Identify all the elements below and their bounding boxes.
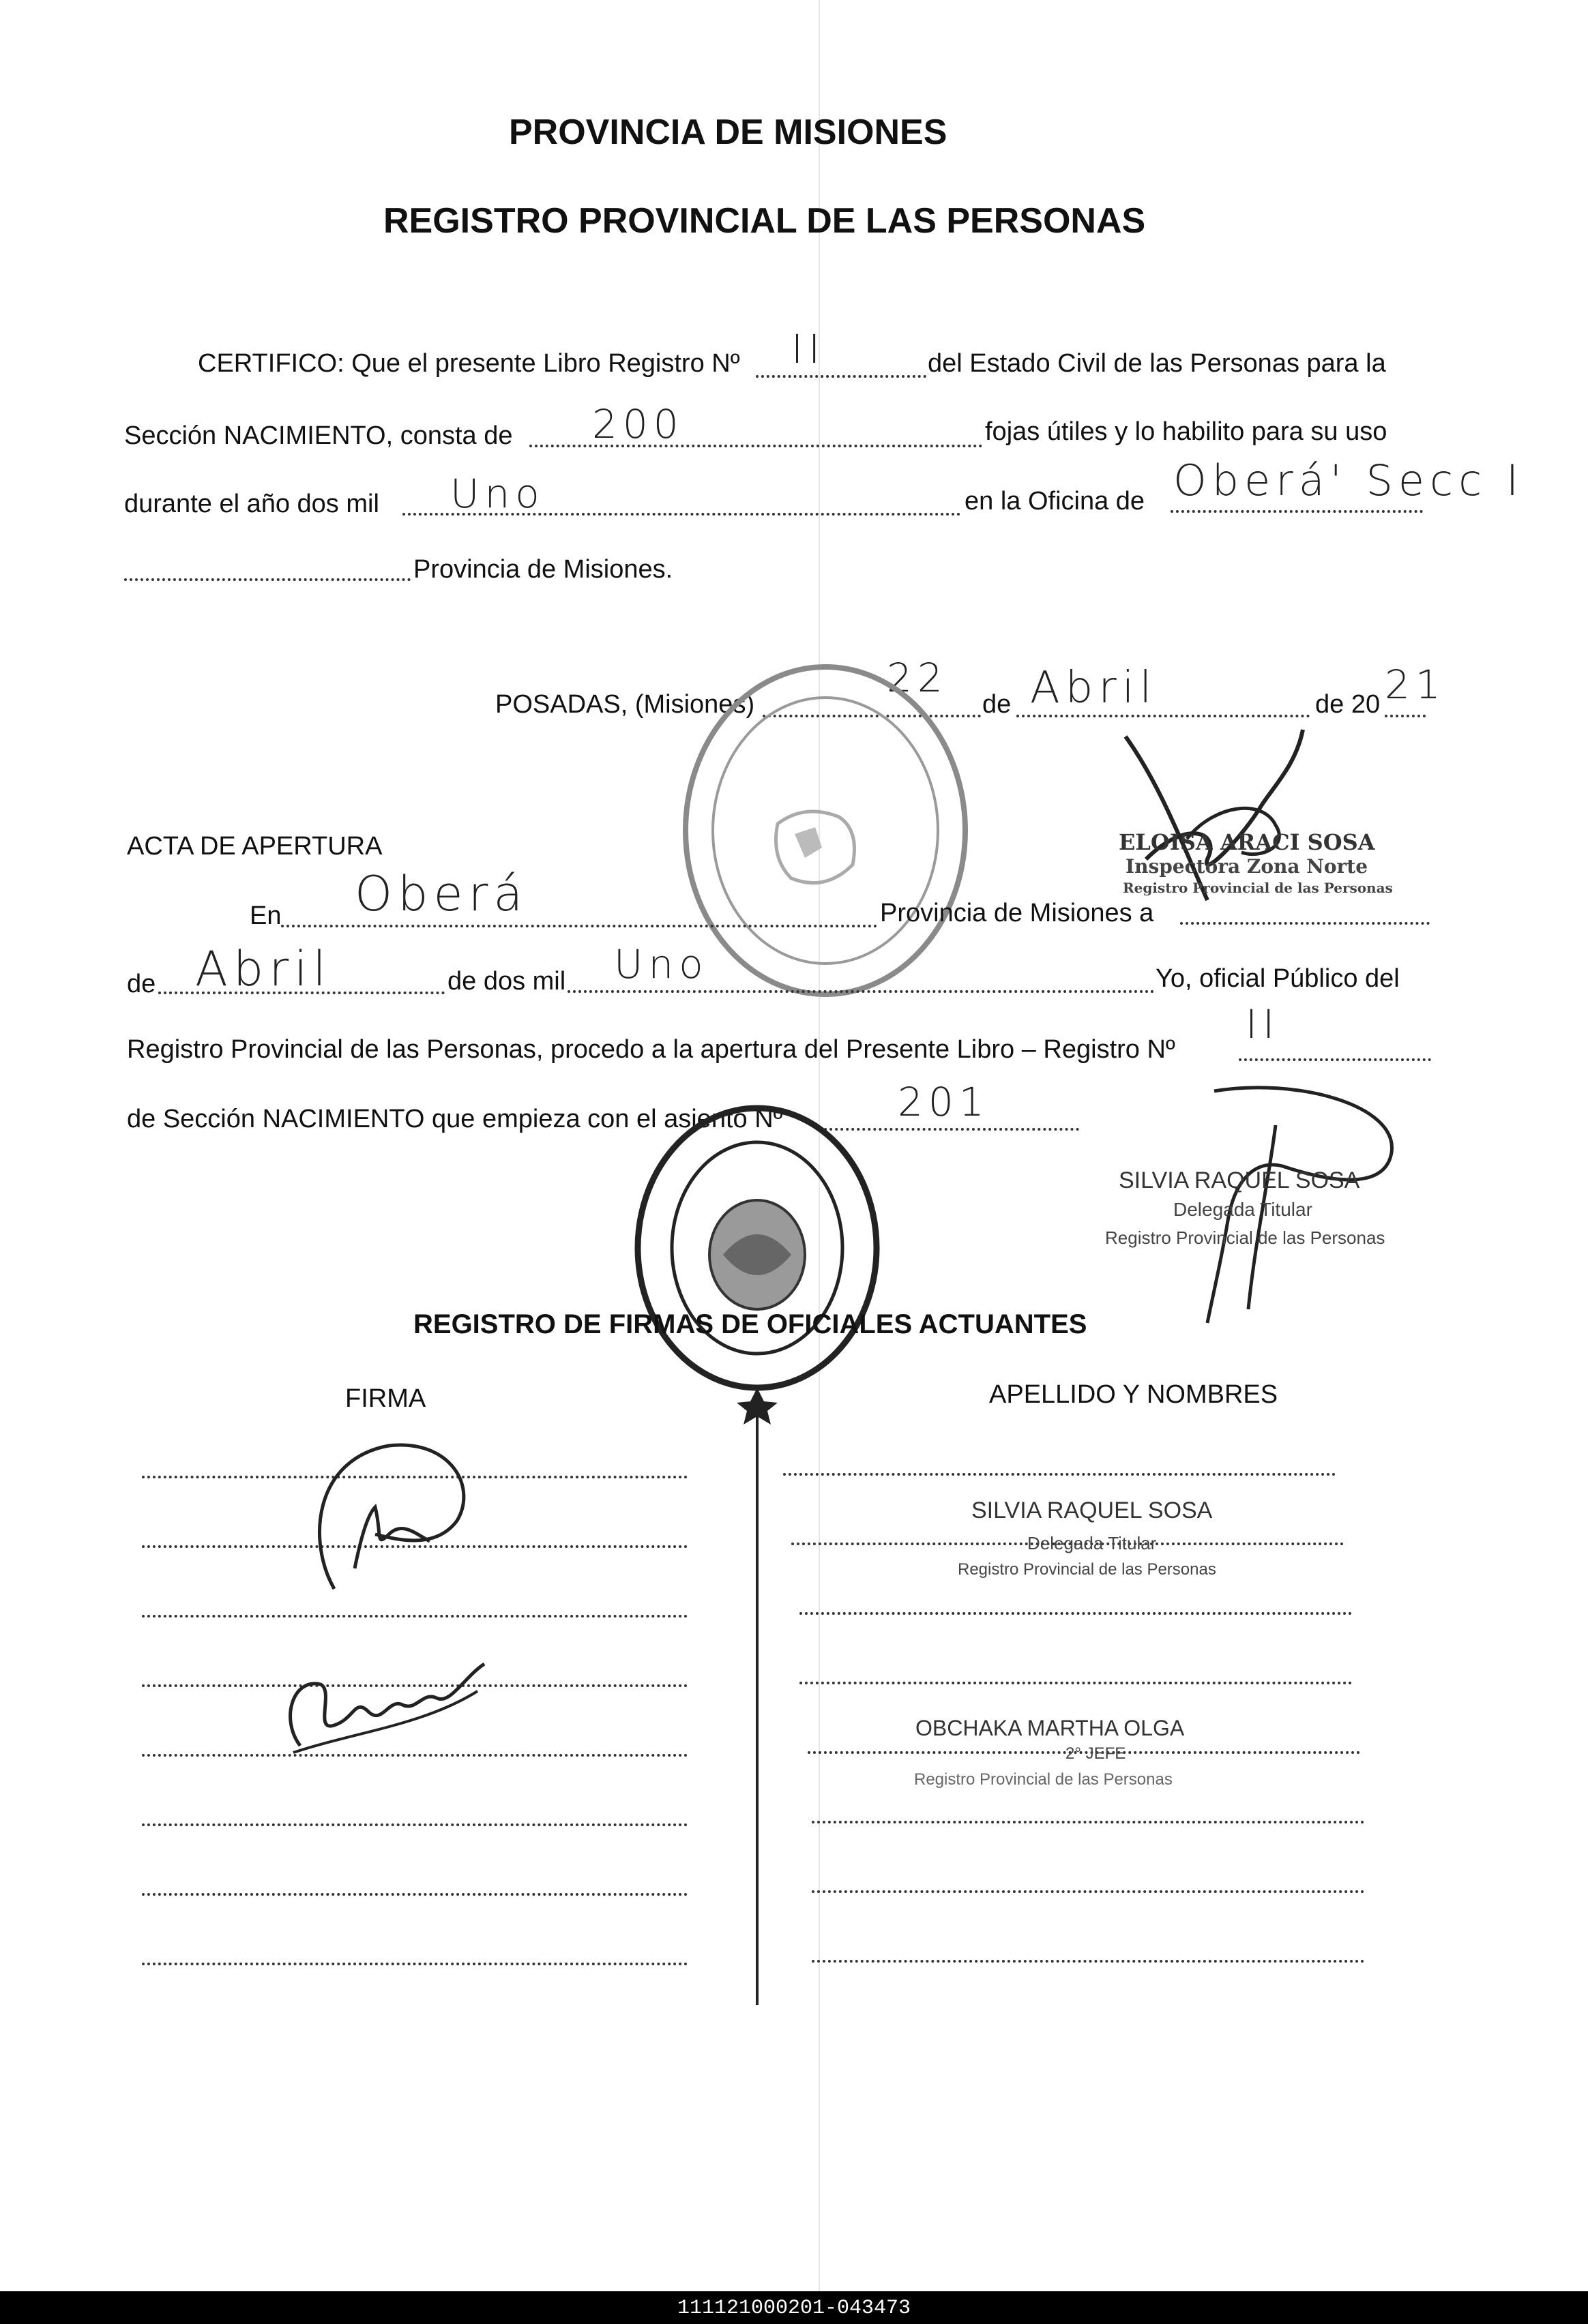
date-de2: de 20 <box>1315 690 1381 719</box>
fojas-handwritten: 200 <box>592 401 684 447</box>
registry-seal-2 <box>628 1098 887 1418</box>
inspector-stamp-role: Inspectora Zona Norte <box>1126 855 1368 878</box>
firma-line <box>142 1823 688 1826</box>
acta-dosmil: de dos mil <box>447 967 566 996</box>
inspector-stamp-org: Registro Provincial de las Personas <box>1123 880 1393 896</box>
entry1-org: Registro Provincial de las Personas <box>958 1560 1216 1579</box>
col-firma-header: FIRMA <box>345 1384 426 1413</box>
date-year-handwritten: 21 <box>1385 661 1446 708</box>
entry2-name: OBCHAKA MARTHA OLGA <box>915 1716 1185 1740</box>
acta-lugar-handwritten: Oberá <box>355 866 529 922</box>
dotted-line <box>1239 1058 1431 1061</box>
inspector-stamp-name: ELOISA ARACI SOSA <box>1119 829 1375 855</box>
cert-line2-b: fojas útiles y lo habilito para su uso <box>985 417 1387 446</box>
dotted-line <box>124 578 411 581</box>
acta-en: En <box>250 902 282 930</box>
entry2-org: Registro Provincial de las Personas <box>914 1770 1173 1789</box>
date-month-handwritten: Abril <box>1030 663 1158 713</box>
nombre-line <box>783 1473 1336 1476</box>
acta-oficial: Yo, oficial Público del <box>1156 964 1400 993</box>
date-de1: de <box>982 690 1012 719</box>
registry-title: REGISTRO PROVINCIAL DE LAS PERSONAS <box>383 201 1146 241</box>
delegada-stamp-org: Registro Provincial de las Personas <box>1105 1227 1385 1248</box>
dotted-line <box>1180 922 1430 925</box>
cert-line1-b: del Estado Civil de las Personas para la <box>928 349 1386 378</box>
nombre-line <box>799 1682 1352 1684</box>
registry-seal-1 <box>675 660 975 1001</box>
acta-registro-handwritten: II <box>1246 1001 1280 1047</box>
delegada-stamp-name: SILVIA RAQUEL SOSA <box>1119 1167 1360 1193</box>
dotted-line <box>568 990 1154 993</box>
anio-handwritten: Uno <box>450 471 545 517</box>
firmas-heading: REGISTRO DE FIRMAS DE OFICIALES ACTUANTES <box>413 1309 1087 1339</box>
cert-line3-a: durante el año dos mil <box>124 490 379 518</box>
registro-no-handwritten: II <box>791 326 826 372</box>
nombre-line <box>812 1821 1364 1823</box>
col-nombres-header: APELLIDO Y NOMBRES <box>989 1380 1278 1409</box>
dotted-line <box>1016 715 1310 717</box>
acta-asiento-handwritten: 201 <box>898 1079 990 1125</box>
entry2-role: 2° JEFE <box>1065 1744 1126 1763</box>
nombre-line <box>799 1612 1352 1615</box>
dotted-line <box>1385 715 1426 717</box>
cert-line3-b: en la Oficina de <box>965 487 1145 516</box>
acta-prov: Provincia de Misiones a <box>880 899 1154 927</box>
acta-line3: Registro Provincial de las Personas, procedo a la apertura del Presente Libro – Registro Nº <box>127 1035 1175 1064</box>
document-code: 111121000201-043473 <box>677 2297 911 2320</box>
date-prefix: POSADAS, (Misiones) <box>495 690 755 719</box>
acta-mes-handwritten: Abril <box>195 941 332 997</box>
dotted-line <box>756 375 926 378</box>
province-title: PROVINCIA DE MISIONES <box>509 113 947 152</box>
firma-signature-2 <box>273 1650 505 1766</box>
acta-anio-handwritten: Uno <box>614 941 709 987</box>
dotted-line <box>1171 510 1423 513</box>
date-day-handwritten: 22 <box>887 655 948 701</box>
firma-line <box>142 1893 688 1896</box>
firma-signature-1 <box>293 1432 484 1596</box>
footer-bar <box>0 2291 1588 2324</box>
firma-line <box>142 1615 688 1618</box>
oficina-handwritten: Oberá' Secc I <box>1173 456 1525 505</box>
entry1-name: SILVIA RAQUEL SOSA <box>971 1498 1213 1523</box>
nombre-line <box>812 1890 1364 1893</box>
acta-de: de <box>127 970 156 998</box>
nombre-line <box>812 1960 1364 1963</box>
acta-heading: ACTA DE APERTURA <box>127 832 383 861</box>
dotted-line <box>281 925 877 927</box>
cert-line4: Provincia de Misiones. <box>413 555 673 584</box>
acta-line4: de Sección NACIMIENTO que empieza con el asiento Nº <box>127 1105 783 1133</box>
delegada-stamp-role: Delegada Titular <box>1173 1199 1312 1220</box>
entry1-role: Delegada Titular <box>1027 1533 1157 1553</box>
column-divider <box>756 1418 759 2005</box>
cert-line2-a: Sección NACIMIENTO, consta de <box>124 421 513 450</box>
firma-line <box>142 1963 688 1965</box>
cert-line1-a: CERTIFICO: Que el presente Libro Registro Nº <box>198 349 740 378</box>
